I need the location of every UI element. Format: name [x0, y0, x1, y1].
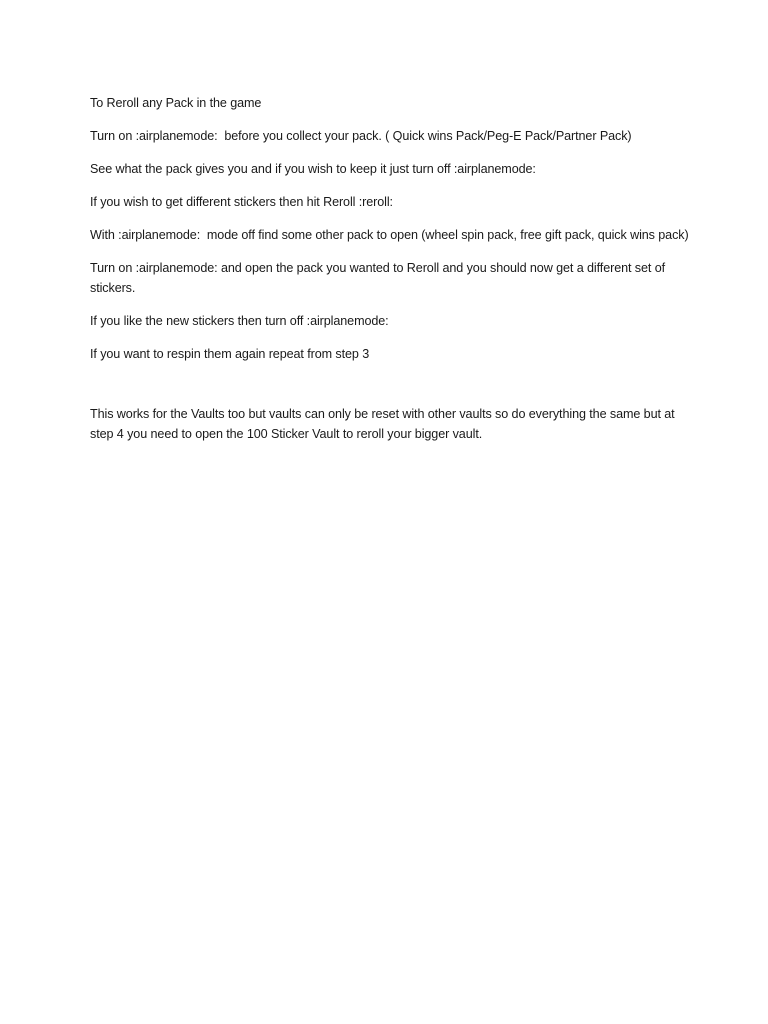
document-body [90, 93, 690, 457]
step-6-paragraph: If you like the new stickers then turn off :airplanemode: [90, 314, 389, 328]
step-5-paragraph: Turn on :airplanemode: and open the pack you wanted to Reroll and you should now get a different set of stickers. [90, 261, 669, 295]
step-7-paragraph: If you want to respin them again repeat from step 3 [90, 347, 370, 361]
heading-line: To Reroll any Pack in the game [90, 96, 262, 110]
vaults-note-paragraph: This works for the Vaults too but vaults can only be reset with other vaults so do everything the same but at step 4 you need to open the 100 Sticker Vault to reroll your bigger vault. [90, 407, 678, 441]
step-3-paragraph: If you wish to get different stickers then hit Reroll :reroll: [90, 195, 393, 209]
step-1-paragraph: Turn on :airplanemode: before you collect your pack. ( Quick wins Pack/Peg-E Pack/Partner Pack) [90, 129, 632, 143]
step-4-paragraph: With :airplanemode: mode off find some other pack to open (wheel spin pack, free gift pack, quick wins pack) [90, 228, 689, 242]
step-2-paragraph: See what the pack gives you and if you wish to keep it just turn off :airplanemode: [90, 162, 536, 176]
